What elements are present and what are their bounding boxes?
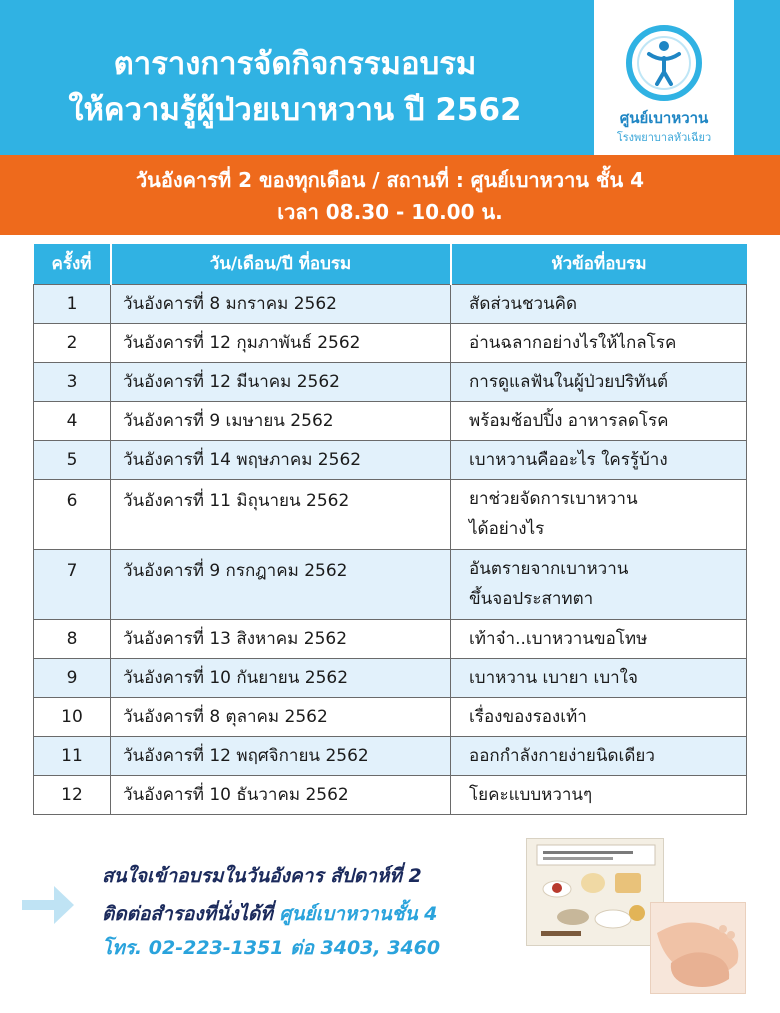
session-topic-line2: ขึ้นจอประสาทตา <box>469 589 594 609</box>
session-date: วันอังคารที่ 9 กรกฎาคม 2562 <box>111 549 451 619</box>
footer-contact-prefix: ติดต่อสำรองที่นั่งได้ที่ <box>102 903 280 925</box>
table-row <box>34 479 747 549</box>
table-row <box>34 658 747 697</box>
training-schedule-table <box>33 244 747 815</box>
logo-name: ศูนย์เบาหวาน <box>619 109 709 127</box>
session-topic: เบาหวานคืออะไร ใครรู้บ้าง <box>451 440 747 479</box>
session-number: 2 <box>34 323 111 362</box>
table-row <box>34 549 747 619</box>
session-date: วันอังคารที่ 13 สิงหาคม 2562 <box>111 619 451 658</box>
schedule-day-location: วันอังคารที่ 2 ของทุกเดือน / สถานที่ : ศูนย์เบาหวาน ชั้น 4 <box>135 168 645 192</box>
session-number: 5 <box>34 440 111 479</box>
logo-subtitle: โรงพยาบาลหัวเฉียว <box>616 131 712 144</box>
session-date: วันอังคารที่ 12 มีนาคม 2562 <box>111 362 451 401</box>
session-number: 8 <box>34 619 111 658</box>
footer-phone: โทร. 02-223-1351 ต่อ 3403, 3460 <box>102 937 441 959</box>
session-number: 9 <box>34 658 111 697</box>
foot-massage-photo <box>650 902 746 994</box>
session-date: วันอังคารที่ 8 ตุลาคม 2562 <box>111 697 451 736</box>
session-topic: เบาหวาน เบายา เบาใจ <box>451 658 747 697</box>
schedule-time: เวลา 08.30 - 10.00 น. <box>277 200 503 224</box>
col-header-session: ครั้งที่ <box>34 244 111 284</box>
session-number: 4 <box>34 401 111 440</box>
col-header-topic: หัวข้อที่อบรม <box>451 244 747 284</box>
session-topic: การดูแลฟันในผู้ป่วยปริทันต์ <box>451 362 747 401</box>
session-topic: เรื่องของรองเท้า <box>451 697 747 736</box>
session-topic <box>451 479 747 549</box>
schedule-info-band <box>0 155 780 235</box>
session-date: วันอังคารที่ 11 มิถุนายน 2562 <box>111 479 451 549</box>
page-title-line1: ตารางการจัดกิจกรรมอบรม <box>113 46 477 82</box>
col-header-date: วัน/เดือน/ปี ที่อบรม <box>111 244 451 284</box>
footer-invite: สนใจเข้าอบรมในวันอังคาร สัปดาห์ที่ 2 <box>102 865 422 887</box>
table-row <box>34 284 747 323</box>
session-date: วันอังคารที่ 9 เมษายน 2562 <box>111 401 451 440</box>
header-banner <box>0 0 780 155</box>
table-row <box>34 736 747 775</box>
footer-contact-place: ศูนย์เบาหวานชั้น 4 <box>279 903 438 925</box>
session-date: วันอังคารที่ 8 มกราคม 2562 <box>111 284 451 323</box>
table-header-row <box>34 244 747 284</box>
session-date: วันอังคารที่ 10 กันยายน 2562 <box>111 658 451 697</box>
session-topic-line1: อันตรายจากเบาหวาน <box>469 559 629 579</box>
table-row <box>34 619 747 658</box>
session-date: วันอังคารที่ 12 กุมภาพันธ์ 2562 <box>111 323 451 362</box>
session-number: 11 <box>34 736 111 775</box>
session-number: 1 <box>34 284 111 323</box>
table-row <box>34 775 747 814</box>
logo <box>594 0 734 155</box>
session-topic-line2: ได้อย่างไร <box>469 519 545 539</box>
session-number: 6 <box>34 479 111 549</box>
session-topic: สัดส่วนชวนคิด <box>451 284 747 323</box>
right-arrow-icon <box>18 878 78 932</box>
page-title-line2: ให้ความรู้ผู้ป่วยเบาหวาน ปี 2562 <box>68 92 522 128</box>
session-topic: ออกกำลังกายง่ายนิดเดียว <box>451 736 747 775</box>
session-date: วันอังคารที่ 12 พฤศจิกายน 2562 <box>111 736 451 775</box>
session-date: วันอังคารที่ 14 พฤษภาคม 2562 <box>111 440 451 479</box>
person-in-circle-icon <box>625 24 703 102</box>
session-date: วันอังคารที่ 10 ธันวาคม 2562 <box>111 775 451 814</box>
session-number: 10 <box>34 697 111 736</box>
food-display-illustration <box>527 839 664 946</box>
session-topic: พร้อมช้อปปิ้ง อาหารลดโรค <box>451 401 747 440</box>
food-display-photo <box>526 838 664 946</box>
session-topic-line1: ยาช่วยจัดการเบาหวาน <box>469 489 638 509</box>
table-row <box>34 440 747 479</box>
session-topic: อ่านฉลากอย่างไรให้ไกลโรค <box>451 323 747 362</box>
session-topic: เท้าจ๋า..เบาหวานขอโทษ <box>451 619 747 658</box>
table-row <box>34 401 747 440</box>
session-topic <box>451 549 747 619</box>
footer-contact <box>102 900 437 928</box>
table-row <box>34 323 747 362</box>
session-number: 12 <box>34 775 111 814</box>
foot-massage-illustration <box>651 903 746 994</box>
session-number: 3 <box>34 362 111 401</box>
session-number: 7 <box>34 549 111 619</box>
table-row <box>34 697 747 736</box>
table-row <box>34 362 747 401</box>
session-topic: โยคะแบบหวานๆ <box>451 775 747 814</box>
